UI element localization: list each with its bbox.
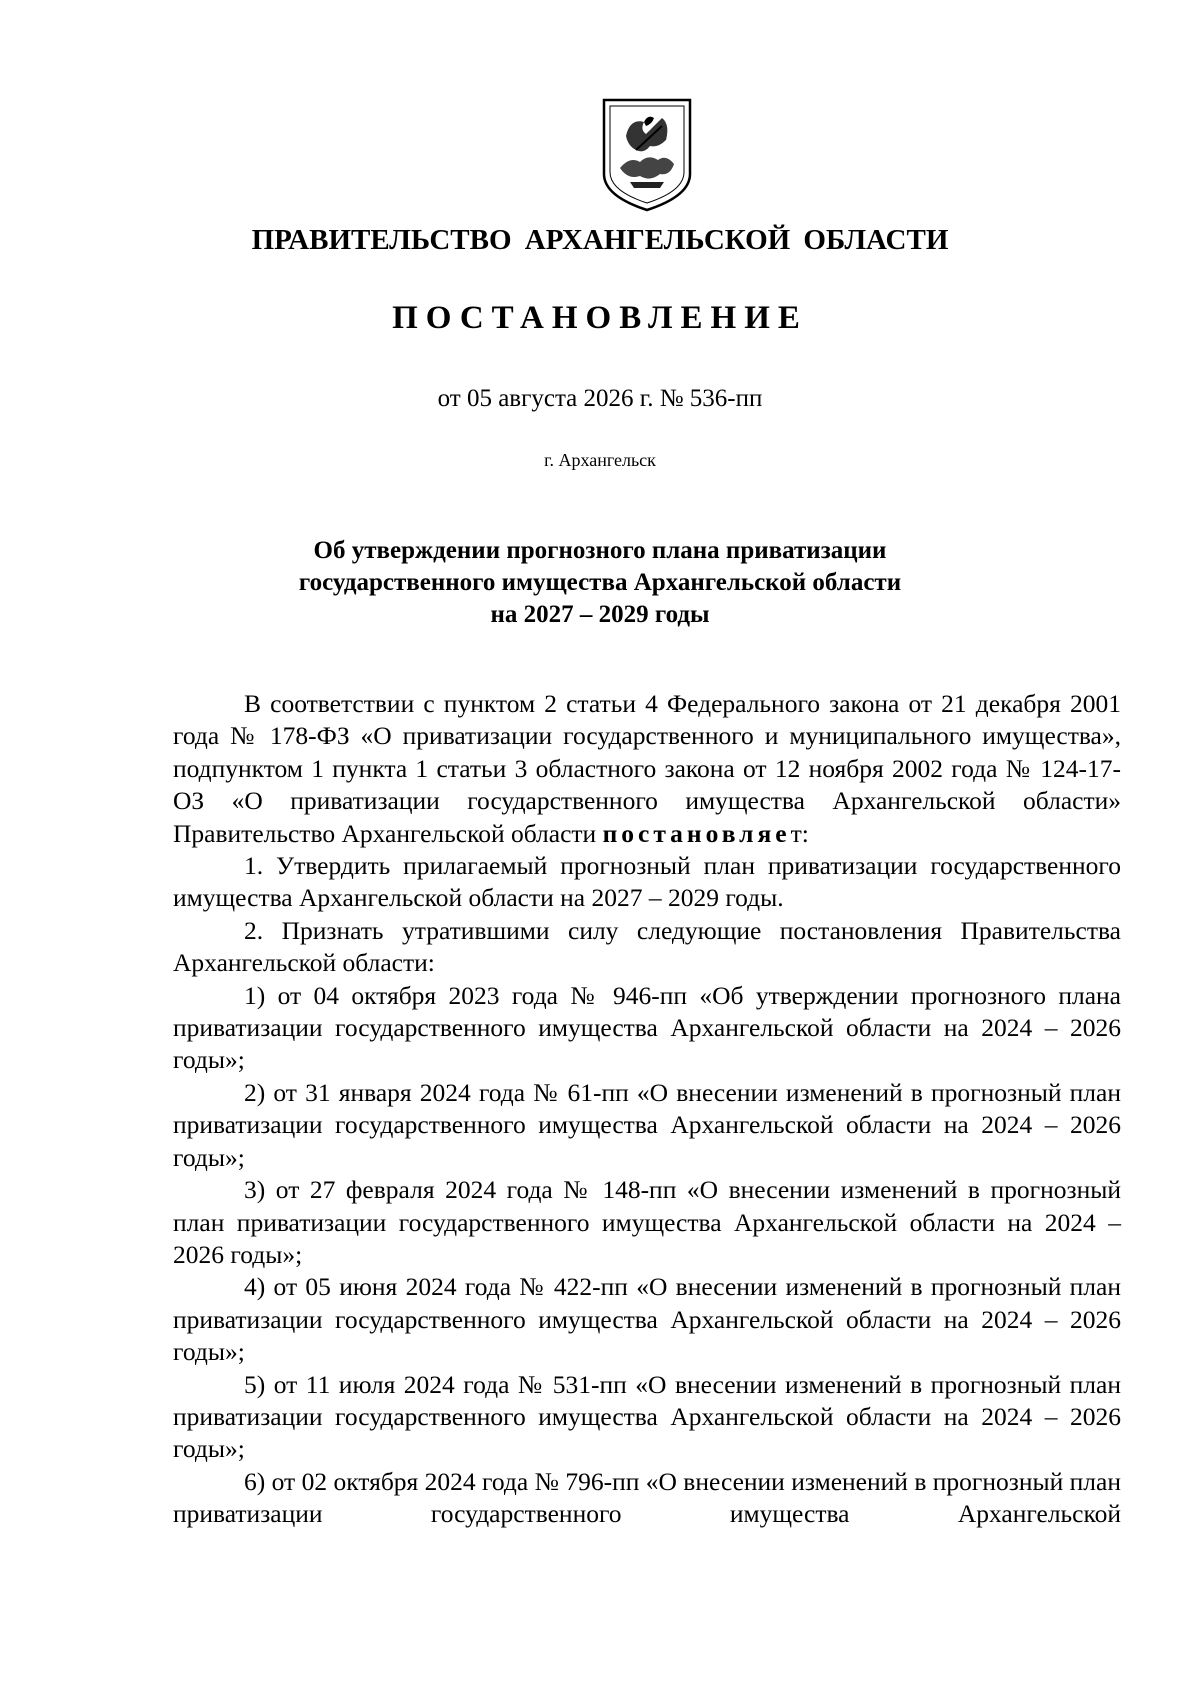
intro-end: т: xyxy=(790,818,809,848)
date-number-line: от 05 августа 2026 г. № 536-пп xyxy=(437,385,763,412)
intro-text: В соответствии с пунктом 2 статьи 4 Федерального закона от 21 декабря 2001 года № 178-ФЗ «О приватизации государственного и муниципального имущества», подпунктом 1 пункта 1 статьи 3 областного закона от 12 ноября 2002 года № 124-17-ОЗ «О приватизации государственного имущества Архангельской области» Правительство Архангельской области xyxy=(173,689,1121,848)
city-line: г. Архангельск xyxy=(544,450,656,470)
item-2: 2. Признать утратившими силу следующие постановления Правительства Архангельской области: xyxy=(173,915,1121,978)
intro-paragraph xyxy=(173,688,1121,850)
title-line-2: государственного имущества Архангельской области xyxy=(298,569,902,596)
document-title xyxy=(0,535,1200,631)
coat-of-arms-icon xyxy=(600,96,694,214)
intro-keyword: постановляе xyxy=(602,818,791,848)
subitem-4: 4) от 05 июня 2024 года № 422-пп «О внесении изменений в прогнозный план приватизации государственного имущества Архангельской области на 2024 – 2026 годы»; xyxy=(173,1272,1121,1367)
government-name: ПРАВИТЕЛЬСТВО АРХАНГЕЛЬСКОЙ ОБЛАСТИ xyxy=(251,224,949,256)
subitem-1: 1) от 04 октября 2023 года № 946-пп «Об утверждении прогнозного плана приватизации государственного имущества Архангельской области на 2024 – 2026 годы»; xyxy=(173,980,1121,1075)
subitem-2: 2) от 31 января 2024 года № 61-пп «О внесении изменений в прогнозный план приватизации государственного имущества Архангельской области на 2024 – 2026 годы»; xyxy=(173,1077,1121,1172)
item-1: 1. Утвердить прилагаемый прогнозный план приватизации государственного имущества Архангельской области на 2027 – 2029 годы. xyxy=(173,851,1121,913)
document-body xyxy=(173,688,1121,1531)
subitem-6: 6) от 02 октября 2024 года № 796-пп «О внесении изменений в прогнозный план приватизации государственного имущества Архангельской xyxy=(173,1466,1121,1529)
document-type: ПОСТАНОВЛЕНИЕ xyxy=(392,300,808,336)
subitem-5: 5) от 11 июля 2024 года № 531-пп «О внесении изменений в прогнозный план приватизации государственного имущества Архангельской области на 2024 – 2026 годы»; xyxy=(173,1369,1121,1464)
title-line-3: на 2027 – 2029 годы xyxy=(490,601,710,628)
subitem-3: 3) от 27 февраля 2024 года № 148-пп «О внесении изменений в прогнозный план приватизации государственного имущества Архангельской области на 2024 – 2026 годы»; xyxy=(173,1175,1121,1269)
title-line-1: Об утверждении прогнозного плана приватизации xyxy=(313,537,887,564)
